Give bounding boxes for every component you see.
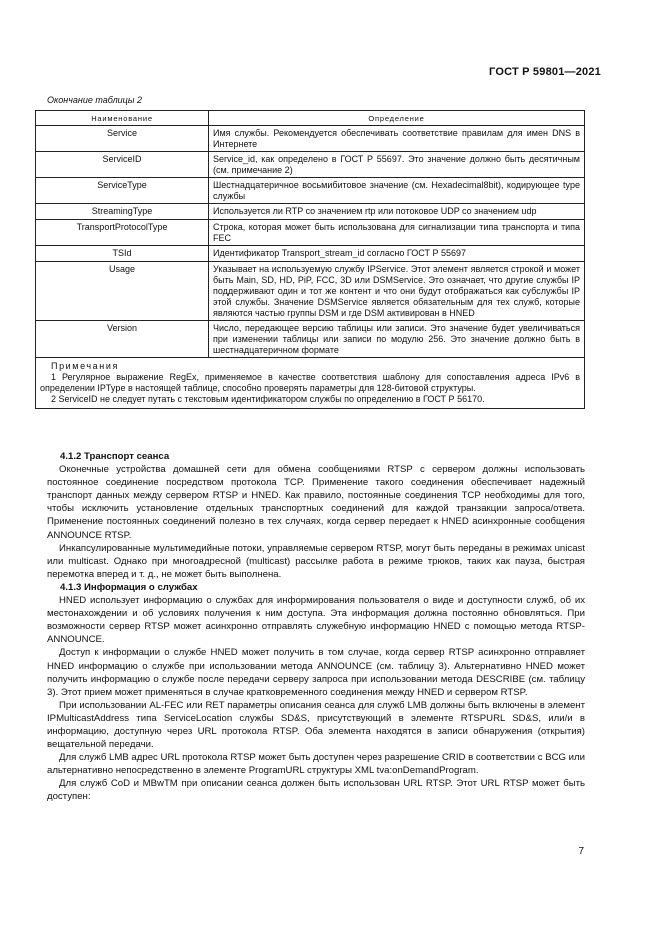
row-name: TSId	[36, 246, 209, 262]
paragraph: Для служб CoD и MBwTM при описании сеанса должен быть использован URL RTSP. Этот URL RTSP может быть доступен:	[47, 778, 585, 803]
row-definition: Строка, которая может быть использована для сигнализации типа транспорта и типа FEC	[209, 220, 585, 246]
row-name: Service	[36, 126, 209, 152]
row-definition: Имя службы. Рекомендуется обеспечивать соответствие правилам для имен DNS в Интернете	[209, 126, 585, 152]
row-name: ServiceID	[36, 152, 209, 178]
notes-title: Примечания	[51, 361, 119, 371]
row-name: TransportProtocolType	[36, 220, 209, 246]
page-number: 7	[578, 846, 584, 857]
paragraph: HNED использует информацию о службах для информирования пользователя о виде и доступности служб, об их местонахождении и об условиях получения к ним доступа. Эта информация должна постоянно обновляться. При возможности сервер RTSP может асинхронно отправлять служебную информацию HNED с помощью метода RTSP-ANNOUNCE.	[47, 595, 585, 646]
row-definition: Указывает на используемую службу IPService. Этот элемент является строкой и может быть Main, SD, HD, PiP, FCC, 3D или DSMService. Это означает, что другие службы IP поддерживают один и тот же контент и что они будут отображаться как субслужбы IP этой службы. Значение DSMService является обязательным для тех служб, которые являются частью группы DSM и где DSM активирован в HNED	[209, 262, 585, 321]
note-2: 2 ServiceID не следует путать с текстовым идентификатором службы по определению в ГОСТ Р 56170.	[51, 394, 485, 404]
row-name: StreamingType	[36, 204, 209, 220]
table-row	[36, 204, 585, 220]
section-heading-4-1-3: 4.1.3 Информация о службах	[60, 581, 198, 593]
table-notes	[36, 358, 585, 409]
paragraph: Доступ к информации о службе HNED может получить в том случае, когда сервер RTSP асинхронно отправляет HNED информацию о службе при использовании метода ANNOUNCE (см. таблицу 3). Альтернативно HNED может получить информацию о службе после передачи серверу запроса при использовании метода DESCRIBE (см. таблицу 3). Этот прием может применяться в случае кратковременного соединения между HNED и сервером RTSP.	[47, 647, 585, 698]
table-row	[36, 178, 585, 204]
column-header-name: Наименование	[36, 111, 209, 126]
table-row	[36, 262, 585, 321]
row-name: Version	[36, 321, 209, 358]
row-definition: Шестнадцатеричное восьмибитовое значение (см. Hexadecimal8bit), кодирующее type службы	[209, 178, 585, 204]
table-row	[36, 321, 585, 358]
row-definition: Используется ли RTP со значением rtp или потоковое UDP со значением udp	[209, 204, 585, 220]
paragraph: Оконечные устройства домашней сети для обмена сообщениями RTSP с сервером должны использовать постоянное соединение посредством протокола TCP. Применение такого соединения обеспечивает надежный транспорт данных между сервером RTSP и HNED. Как правило, постоянные соединения TCP необходимы для того, чтобы исключить установление отдельных транспортных соединений для каждой транзакции запроса/ответа. Применение постоянных соединений полезно в тех случаях, когда сервер передает к HNED асинхронные сообщения ANNOUNCE RTSP.	[47, 464, 585, 541]
table-row	[36, 246, 585, 262]
row-name: Usage	[36, 262, 209, 321]
paragraph: Для служб LMB адрес URL протокола RTSP может быть доступен через разрешение CRID в соответствии с BCG или альтернативно непосредственно в элементе ProgramURL структуры XML tva:onDemandProgram.	[47, 752, 585, 777]
body-text	[47, 450, 585, 804]
paragraph: При использовании AL-FEC или RET параметры описания сеанса для служб LMB должны быть включены в элемент IPMulticastAddress типа ServiceLocation службы SD&S, присутствующий в элементе RTSPURL SD&S, или/и в информацию, доступную через URL протокола RTSP. Оба элемента находятся в записи обнаружения (открытия) вещательной передачи.	[47, 699, 585, 751]
table-header-row	[36, 111, 585, 126]
row-definition: Service_id, как определено в ГОСТ Р 55697. Это значение должно быть десятичным (см. примечание 2)	[209, 152, 585, 178]
row-definition: Число, передающее версию таблицы или записи. Это значение будет увеличиваться при изменении таблицы или записи по модулю 256. Это значение должно быть в шестнадцатеричном формате	[209, 321, 585, 358]
table-caption: Окончание таблицы 2	[47, 95, 142, 105]
row-name: ServiceType	[36, 178, 209, 204]
table-row	[36, 126, 585, 152]
definitions-table	[35, 110, 585, 409]
table-row	[36, 220, 585, 246]
paragraph: Инкапсулированные мультимедийные потоки, управляемые сервером RTSP, могут быть переданы в режимах unicast или multicast. Однако при многоадресной (multicast) рассылке работа в режиме трюков, таких как пауза, быстрая перемотка вперед и т. д., не может быть выполнена.	[47, 542, 585, 580]
column-header-definition: Определение	[209, 111, 585, 126]
note-1: 1 Регулярное выражение RegEx, применяемое в качестве соответствия шаблону для сопоставления адреса IPv6 в определении IPType в настоящей таблице, способно проверять параметры для 128-битовой структуры.	[40, 372, 580, 393]
row-definition: Идентификатор Transport_stream_id согласно ГОСТ Р 55697	[209, 246, 585, 262]
table-row	[36, 152, 585, 178]
table-notes-row	[36, 358, 585, 409]
section-heading-4-1-2: 4.1.2 Транспорт сеанса	[60, 451, 170, 462]
document-header: ГОСТ Р 59801—2021	[489, 66, 601, 78]
